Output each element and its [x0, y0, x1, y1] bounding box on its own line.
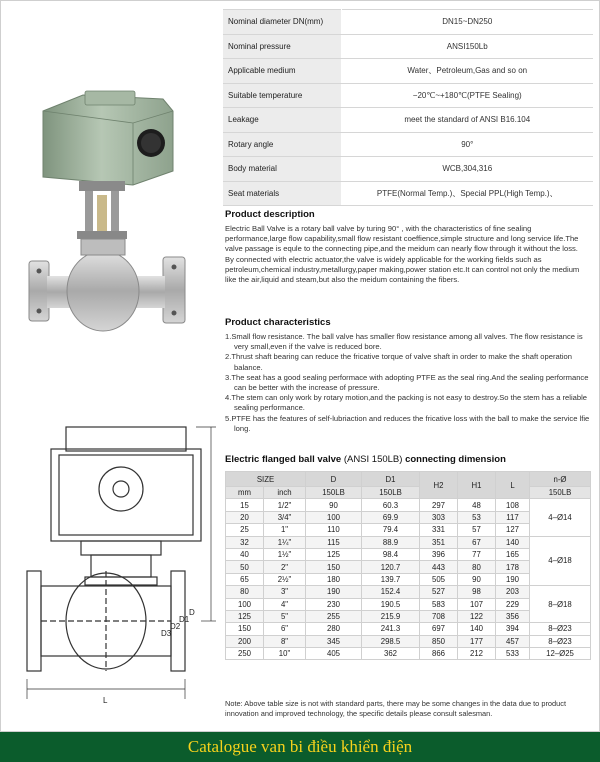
col-d1-unit: 150LB — [362, 487, 420, 499]
spec-key: Rotary angle — [223, 132, 341, 157]
d1-label: D1 — [179, 615, 190, 624]
list-item: 5.PTFE has the features of self-lubriaction and reduces the fricative loss with the ball to make the service lfie long. — [225, 413, 590, 433]
table-cell: 533 — [496, 648, 530, 660]
table-cell: 140 — [458, 623, 496, 635]
spec-value: −20℃~+180℃(PTFE Sealing) — [341, 83, 593, 108]
table-cell: 2½" — [264, 573, 306, 585]
table-cell: 1¼" — [264, 536, 306, 548]
dimension-drawing — [11, 421, 221, 717]
table-cell: 250 — [226, 648, 264, 660]
table-cell: 280 — [306, 623, 362, 635]
table-cell: 108 — [496, 499, 530, 511]
bolt-holes-cell: 8–Ø18 — [530, 586, 591, 623]
table-cell: 697 — [420, 623, 458, 635]
spec-row — [223, 132, 593, 157]
table-cell: 362 — [362, 648, 420, 660]
table-cell: 850 — [420, 635, 458, 647]
table-cell: 20 — [226, 511, 264, 523]
dimension-title-b: (ANSI 150LB) — [343, 454, 403, 465]
dimension-title-c: connecting dimension — [402, 454, 506, 465]
table-row — [226, 635, 591, 647]
table-cell: 1" — [264, 524, 306, 536]
bolt-holes-cell: 12–Ø25 — [530, 648, 591, 660]
table-cell: 50 — [226, 561, 264, 573]
table-note: Note: Above table size is not with standard parts, there may be some changes in the data due to product innovation and improved technology, the specific details please consult salesman. — [225, 699, 566, 718]
spec-key: Nominal pressure — [223, 34, 341, 59]
table-row — [226, 586, 591, 598]
table-cell: 127 — [496, 524, 530, 536]
description-title: Product description — [225, 209, 315, 220]
col-n: n-Ø — [530, 472, 591, 487]
table-cell: 190 — [306, 586, 362, 598]
table-cell: 152.4 — [362, 586, 420, 598]
table-cell: 297 — [420, 499, 458, 511]
table-cell: 150 — [306, 561, 362, 573]
table-row — [226, 499, 591, 511]
table-cell: 115 — [306, 536, 362, 548]
table-cell: 69.9 — [362, 511, 420, 523]
description-body — [225, 224, 589, 285]
spec-key: Applicable medium — [223, 59, 341, 84]
col-h1: H1 — [458, 472, 496, 499]
spec-row — [223, 157, 593, 182]
list-item: 1.Small flow resistance. The ball valve has smaller flow resistance among all valves. The flow resistance is very small,even if the valve is reduced bore. — [225, 332, 583, 352]
spec-key: Leakage — [223, 108, 341, 133]
table-cell: 100 — [226, 598, 264, 610]
table-row — [226, 648, 591, 660]
col-h2: H2 — [420, 472, 458, 499]
spec-key: Body material — [223, 157, 341, 182]
spec-row — [223, 108, 593, 133]
table-cell: 150 — [226, 623, 264, 635]
table-cell: 241.3 — [362, 623, 420, 635]
table-cell: 48 — [458, 499, 496, 511]
characteristics-title: Product characteristics — [225, 317, 331, 328]
table-cell: 110 — [306, 524, 362, 536]
table-cell: 122 — [458, 610, 496, 622]
table-cell: 1½" — [264, 548, 306, 560]
table-cell: 6" — [264, 623, 306, 635]
spec-key: Seat materials — [223, 181, 341, 206]
table-cell: 65 — [226, 573, 264, 585]
d2-label: D2 — [170, 622, 181, 631]
table-row — [226, 536, 591, 548]
table-cell: 40 — [226, 548, 264, 560]
list-item: 4.The stem can only work by rotary motion,and the packing is not easy to destroy.So the stem has a reliable sealing performance. — [225, 393, 588, 413]
spec-row — [223, 34, 593, 59]
col-inch: inch — [264, 487, 306, 499]
col-size: SIZE — [226, 472, 306, 487]
bolt-holes-cell: 8–Ø23 — [530, 623, 591, 635]
table-cell: 4" — [264, 598, 306, 610]
table-cell: 5" — [264, 610, 306, 622]
col-mm: mm — [226, 487, 264, 499]
table-cell: 212 — [458, 648, 496, 660]
table-cell: 457 — [496, 635, 530, 647]
table-cell: 88.9 — [362, 536, 420, 548]
table-cell: 394 — [496, 623, 530, 635]
spec-value: Water、Petroleum,Gas and so on — [341, 59, 593, 84]
dimension-table-body — [226, 499, 591, 660]
table-cell: 331 — [420, 524, 458, 536]
table-cell: 298.5 — [362, 635, 420, 647]
table-cell: 80 — [226, 586, 264, 598]
spec-row — [223, 181, 593, 206]
spec-value: ANSI150Lb — [341, 34, 593, 59]
table-cell: 255 — [306, 610, 362, 622]
col-l: L — [496, 472, 530, 499]
col-d-unit: 150LB — [306, 487, 362, 499]
spec-value: PTFE(Normal Temp.)、Special PPL(High Temp.)、 — [341, 181, 593, 206]
bolt-holes-cell: 8–Ø23 — [530, 635, 591, 647]
table-cell: 443 — [420, 561, 458, 573]
table-cell: 190.5 — [362, 598, 420, 610]
table-cell: 15 — [226, 499, 264, 511]
table-cell: 303 — [420, 511, 458, 523]
table-cell: 583 — [420, 598, 458, 610]
spec-value: WCB,304,316 — [341, 157, 593, 182]
table-cell: 190 — [496, 573, 530, 585]
table-cell: 98 — [458, 586, 496, 598]
col-d: D — [306, 472, 362, 487]
table-cell: 527 — [420, 586, 458, 598]
table-cell: 177 — [458, 635, 496, 647]
table-cell: 708 — [420, 610, 458, 622]
table-cell: 215.9 — [362, 610, 420, 622]
table-cell: 405 — [306, 648, 362, 660]
table-cell: 139.7 — [362, 573, 420, 585]
table-cell: 345 — [306, 635, 362, 647]
spec-key: Nominal diameter DN(mm) — [223, 10, 341, 35]
table-cell: 165 — [496, 548, 530, 560]
table-cell: 8" — [264, 635, 306, 647]
spec-table — [223, 9, 593, 206]
table-cell: 80 — [458, 561, 496, 573]
characteristics-list — [225, 332, 591, 434]
col-n-unit: 150LB — [530, 487, 591, 499]
dimension-title — [225, 454, 506, 465]
table-cell: 107 — [458, 598, 496, 610]
spec-value: DN15~DN250 — [341, 10, 593, 35]
table-cell: 25 — [226, 524, 264, 536]
table-cell: 100 — [306, 511, 362, 523]
table-cell: 1/2" — [264, 499, 306, 511]
d3-label: D3 — [161, 629, 172, 638]
dimension-table — [225, 471, 591, 660]
table-cell: 200 — [226, 635, 264, 647]
table-cell: 230 — [306, 598, 362, 610]
spec-key: Suitable temperature — [223, 83, 341, 108]
spec-row — [223, 83, 593, 108]
col-d1: D1 — [362, 472, 420, 487]
l-label: L — [103, 696, 108, 705]
table-cell: 32 — [226, 536, 264, 548]
table-cell: 2" — [264, 561, 306, 573]
table-cell: 120.7 — [362, 561, 420, 573]
list-item: 2.Thrust shaft bearing can reduce the fricative torque of valve shaft in order to make the shaft operation balance. — [225, 352, 572, 372]
table-cell: 3" — [264, 586, 306, 598]
table-cell: 396 — [420, 548, 458, 560]
table-cell: 125 — [226, 610, 264, 622]
table-cell: 866 — [420, 648, 458, 660]
table-cell: 125 — [306, 548, 362, 560]
spec-value: meet the standard of ANSI B16.104 — [341, 108, 593, 133]
spec-row — [223, 59, 593, 84]
table-row — [226, 623, 591, 635]
table-cell: 67 — [458, 536, 496, 548]
catalogue-banner — [0, 732, 600, 762]
table-cell: 3/4" — [264, 511, 306, 523]
banner-title: Catalogue van bi điều khiển điện — [187, 737, 413, 756]
description-paragraph: By connected with electric actuator,the valve is widely applicable for the working fields such as petroleum,chemical industry,metallurgy,paper making,power station etc.It can control not only the medium like the air,liquid and steam,but also the meidum containing the fibers. — [225, 254, 580, 285]
table-cell: 505 — [420, 573, 458, 585]
table-cell: 180 — [306, 573, 362, 585]
table-cell: 98.4 — [362, 548, 420, 560]
table-cell: 140 — [496, 536, 530, 548]
dimension-title-a: Electric flanged ball valve — [225, 454, 344, 465]
table-cell: 117 — [496, 511, 530, 523]
table-cell: 79.4 — [362, 524, 420, 536]
table-cell: 60.3 — [362, 499, 420, 511]
table-cell: 203 — [496, 586, 530, 598]
description-paragraph: Electric Ball Valve is a rotary ball valve by turing 90° , with the characteristics of fine sealing performance,large flow capability,small flow resistant coeffience,simple structure and long service life.The valve passage is equle to the connecting pipe,and the meidum can nearly flow through it without the loss. — [225, 224, 579, 254]
spec-row — [223, 10, 593, 35]
bolt-holes-cell: 4–Ø14 — [530, 499, 591, 536]
spec-value: 90° — [341, 132, 593, 157]
table-cell: 178 — [496, 561, 530, 573]
table-cell: 53 — [458, 511, 496, 523]
table-cell: 57 — [458, 524, 496, 536]
table-cell: 77 — [458, 548, 496, 560]
bolt-holes-cell: 4–Ø18 — [530, 536, 591, 586]
table-cell: 90 — [306, 499, 362, 511]
table-cell: 10" — [264, 648, 306, 660]
table-cell: 90 — [458, 573, 496, 585]
table-cell: 229 — [496, 598, 530, 610]
d-label: D — [189, 608, 195, 617]
table-cell: 356 — [496, 610, 530, 622]
table-cell: 351 — [420, 536, 458, 548]
list-item: 3.The seat has a good sealing performace with adopting PTFE as the seal ring.And the sealing performance can be better with the increase of pressure. — [225, 372, 589, 393]
valve-photo — [23, 81, 209, 343]
